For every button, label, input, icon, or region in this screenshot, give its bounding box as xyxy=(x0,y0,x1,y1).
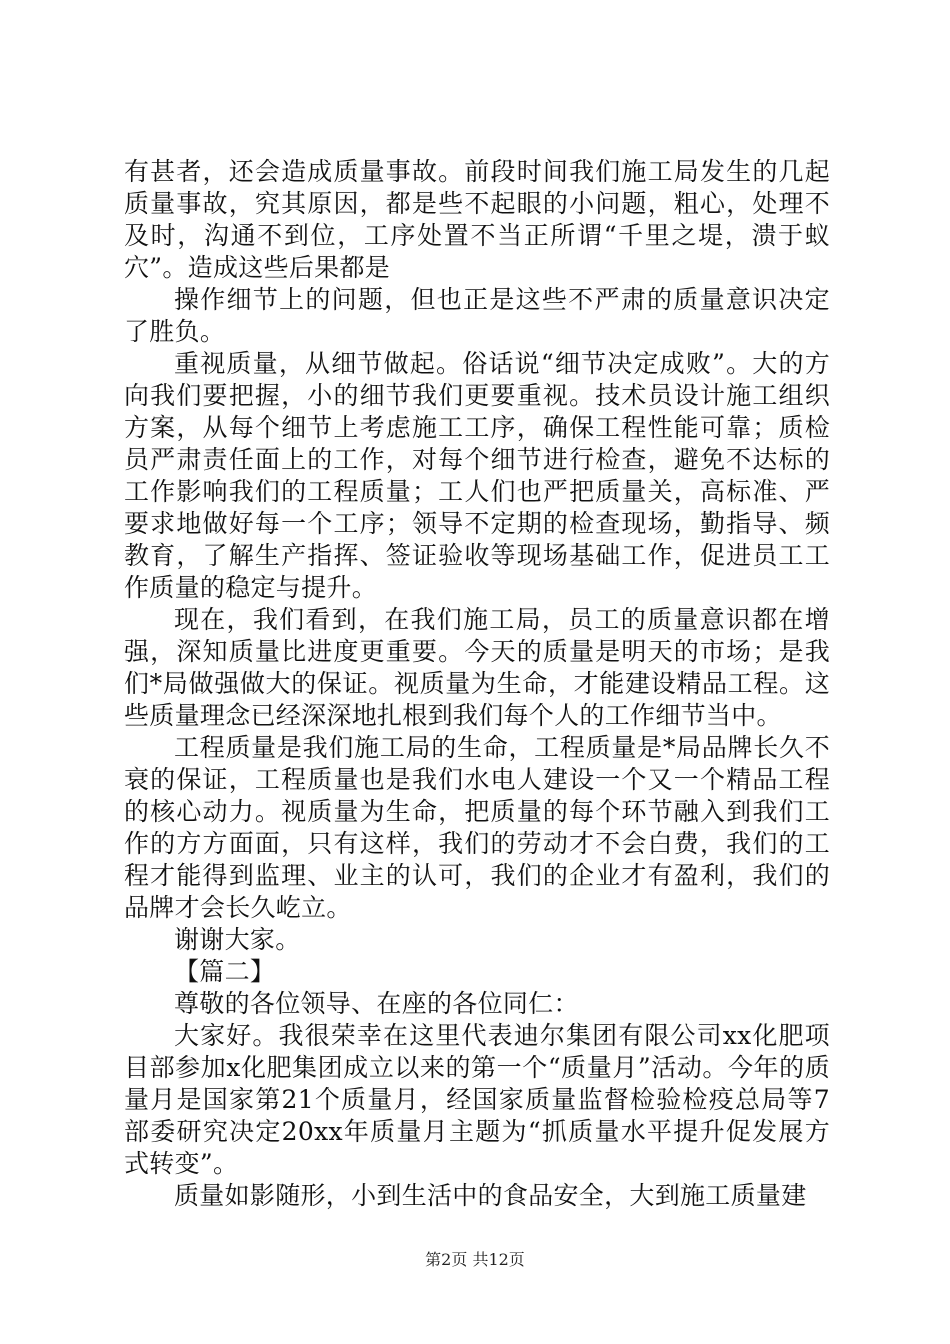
page-number-footer: 第2页 共12页 xyxy=(425,1250,525,1269)
document-body xyxy=(124,156,830,1212)
paragraph-5: 工程质量是我们施工局的生命，工程质量是*局品牌长久不衰的保证，工程质量也是我们水电人建设一个又一个精品工程的核心动力。视质量为生命，把质量的每个环节融入到我们工作的方方面面，只有这样，我们的劳动才不会白费，我们的工程才能得到监理、业主的认可，我们的企业才有盈利，我们的品牌才会长久屹立。 xyxy=(124,733,830,922)
paragraph-8: 大家好。我很荣幸在这里代表迪尔集团有限公司xx化肥项目部参加x化肥集团成立以来的第一个“质量月”活动。今年的质量月是国家第21个质量月，经国家质量监督检验检疫总局等7部委研究决定20xx年质量月主题为“抓质量水平提升促发展方式转变”。 xyxy=(124,1021,830,1178)
paragraph-1: 有甚者，还会造成质量事故。前段时间我们施工局发生的几起质量事故，究其原因，都是些不起眼的小问题，粗心，处理不及时，沟通不到位，工序处置不当正所谓“千里之堤，溃于蚁穴”。造成这些后果都是 xyxy=(124,157,830,282)
paragraph-4: 现在，我们看到，在我们施工局，员工的质量意识都在增强，深知质量比进度更重要。今天的质量是明天的市场；是我们*局做强做大的保证。视质量为生命，才能建设精品工程。这些质量理念已经深深地扎根到我们每个人的工作细节当中。 xyxy=(124,605,830,730)
paragraph-3: 重视质量，从细节做起。俗话说“细节决定成败”。大的方向我们要把握，小的细节我们更要重视。技术员设计施工组织方案，从每个细节上考虑施工工序，确保工程性能可靠；质检员严肃责任面上的工作，对每个细节进行检查，避免不达标的工作影响我们的工程质量；工人们也严把质量关，高标准、严要求地做好每一个工序；领导不定期的检查现场，勤指导、频教育，了解生产指挥、签证验收等现场基础工作，促进员工工作质量的稳定与提升。 xyxy=(124,349,830,602)
paragraph-thanks: 谢谢大家。 xyxy=(174,925,301,954)
section-heading: 【篇二】 xyxy=(174,957,276,986)
paragraph-9: 质量如影随形，小到生活中的食品安全，大到施工质量建 xyxy=(174,1181,807,1210)
salutation: 尊敬的各位领导、在座的各位同仁： xyxy=(174,989,579,1018)
paragraph-2: 操作细节上的问题，但也正是这些不严肃的质量意识决定了胜负。 xyxy=(124,285,830,346)
